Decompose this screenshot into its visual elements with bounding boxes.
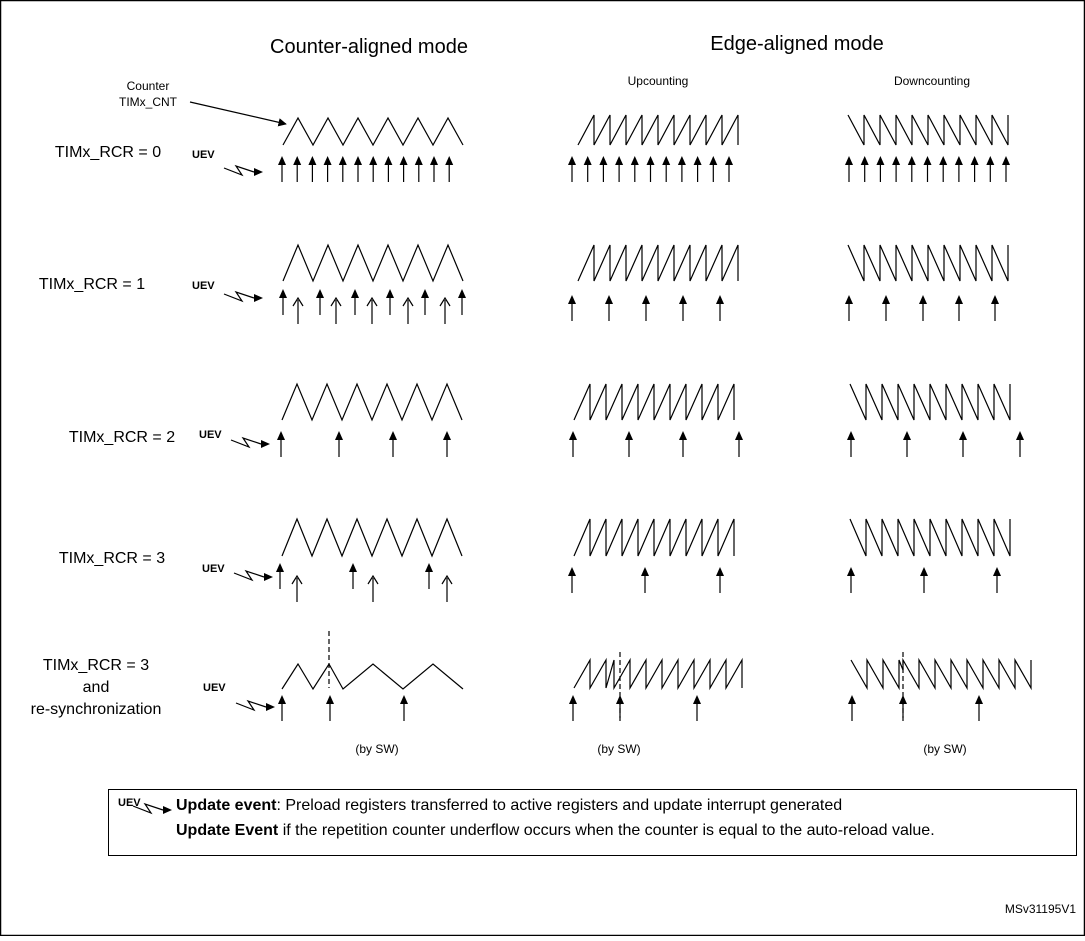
- uev-arrow-down-rcr0: [908, 156, 916, 182]
- row-label-rcr1: [39, 276, 145, 293]
- uev-arrow-up-rcr0: [694, 156, 702, 182]
- update-arrow-center-rcr1: [293, 298, 303, 324]
- row-label-rcr3: [59, 550, 165, 567]
- uev-arrow-center-rcr0: [384, 156, 392, 182]
- uev-arrow-up-rcr0: [725, 156, 733, 182]
- uev-arrow-up-rcr0: [584, 156, 592, 182]
- uev-arrow-up-rcr2: [625, 431, 633, 457]
- row-label-rcr0: [55, 144, 161, 161]
- uev-symbol-rcr1: [224, 292, 263, 302]
- uev-arrow-up-rcr1: [716, 295, 724, 321]
- uev-arrow-up-rcr2: [735, 431, 743, 457]
- counter-annotation-line1: Counter: [126, 79, 170, 93]
- svg-text:TIMx_RCR = 3: TIMx_RCR = 3: [42, 657, 150, 674]
- down-wave-rcr0: [848, 115, 1008, 145]
- up-wave-resync: [574, 660, 742, 688]
- upcounting-title: Upcounting: [627, 74, 689, 88]
- uev-arrow-up-rcr0: [568, 156, 576, 182]
- uev-arrow-center-resync: [400, 695, 408, 721]
- uev-arrow-center-rcr1: [316, 289, 324, 315]
- row-label-rcr2: [69, 429, 175, 446]
- legend-line2-rest: if the repetition counter underflow occurs when the counter is equal to the auto-reload value.: [278, 822, 935, 839]
- uev-label-rcr1: UEV: [192, 280, 215, 292]
- uev-arrow-down-rcr0: [876, 156, 884, 182]
- uev-arrow-up-rcr1: [605, 295, 613, 321]
- uev-arrow-center-rcr1: [458, 289, 466, 315]
- figure-reference: MSv31195V1: [1004, 902, 1076, 916]
- uev-arrow-center-rcr3: [276, 563, 284, 589]
- uev-arrow-center-rcr0: [369, 156, 377, 182]
- uev-arrow-down-rcr2: [1016, 431, 1024, 457]
- legend-line2: [176, 822, 935, 839]
- uev-arrow-center-rcr0: [445, 156, 453, 182]
- svg-text:and: and: [82, 679, 110, 696]
- uev-arrow-down-rcr1: [882, 295, 890, 321]
- uev-arrow-center-rcr0: [278, 156, 286, 182]
- uev-arrow-center-rcr2: [277, 431, 285, 457]
- uev-arrow-up-resync: [569, 695, 577, 721]
- generated-waveforms: [192, 115, 1031, 721]
- uev-arrow-center-rcr0: [400, 156, 408, 182]
- uev-arrow-center-rcr1: [386, 289, 394, 315]
- update-arrow-center-rcr1: [367, 298, 377, 324]
- legend-line1-bold: Update event: [176, 797, 277, 814]
- uev-arrow-up-rcr0: [599, 156, 607, 182]
- uev-arrow-up-rcr0: [631, 156, 639, 182]
- uev-arrow-down-resync: [848, 695, 856, 721]
- uev-arrow-center-rcr2: [335, 431, 343, 457]
- uev-arrow-center-rcr1: [279, 289, 287, 315]
- uev-arrow-center-resync: [278, 695, 286, 721]
- uev-arrow-center-rcr0: [324, 156, 332, 182]
- update-arrow-center-rcr3: [368, 576, 378, 602]
- svg-text:TIMx_RCR = 3: TIMx_RCR = 3: [58, 550, 166, 567]
- uev-arrow-center-resync: [326, 695, 334, 721]
- down-wave-resync: [851, 660, 1031, 688]
- uev-arrow-down-rcr3: [920, 567, 928, 593]
- edge-mode-title: Edge-aligned mode: [710, 33, 884, 55]
- uev-arrow-center-rcr3: [349, 563, 357, 589]
- uev-arrow-up-rcr0: [615, 156, 623, 182]
- legend-line1-rest: : Preload registers transferred to active registers and update interrupt generated: [276, 797, 843, 814]
- legend-line2-bold: Update Event: [176, 822, 279, 839]
- counter-annotation-line2: TIMx_CNT: [119, 95, 177, 109]
- uev-arrow-up-rcr2: [679, 431, 687, 457]
- uev-arrow-down-rcr0: [955, 156, 963, 182]
- center-wave-rcr3: [282, 519, 462, 556]
- uev-arrow-down-rcr2: [959, 431, 967, 457]
- uev-arrow-down-rcr1: [845, 295, 853, 321]
- uev-arrow-center-rcr2: [443, 431, 451, 457]
- uev-arrow-down-rcr0: [845, 156, 853, 182]
- uev-arrow-down-rcr0: [986, 156, 994, 182]
- update-arrow-center-rcr1: [331, 298, 341, 324]
- uev-arrow-down-rcr0: [971, 156, 979, 182]
- uev-arrow-down-resync: [975, 695, 983, 721]
- uev-arrow-center-rcr0: [430, 156, 438, 182]
- uev-label-rcr3: UEV: [202, 563, 225, 575]
- uev-arrow-center-rcr0: [308, 156, 316, 182]
- uev-arrow-up-rcr0: [647, 156, 655, 182]
- update-arrow-center-rcr1: [403, 298, 413, 324]
- center-mode-title: Counter-aligned mode: [270, 36, 468, 58]
- uev-arrow-up-rcr3: [716, 567, 724, 593]
- up-wave-rcr0: [578, 115, 738, 145]
- uev-arrow-down-rcr1: [991, 295, 999, 321]
- legend-line1: [176, 797, 842, 814]
- update-arrow-center-rcr3: [442, 576, 452, 602]
- uev-arrow-up-rcr3: [568, 567, 576, 593]
- uev-symbol-rcr2: [231, 438, 270, 448]
- svg-text:re-synchronization: re-synchronization: [30, 701, 162, 718]
- uev-arrow-down-rcr0: [861, 156, 869, 182]
- uev-arrow-up-rcr0: [709, 156, 717, 182]
- uev-arrow-center-rcr3: [425, 563, 433, 589]
- uev-arrow-up-rcr2: [569, 431, 577, 457]
- svg-text:TIMx_RCR = 1: TIMx_RCR = 1: [38, 276, 146, 293]
- by-sw-down: (by SW): [923, 742, 967, 756]
- center-wave-rcr0: [283, 118, 463, 145]
- uev-arrow-down-rcr0: [939, 156, 947, 182]
- uev-arrow-center-rcr0: [415, 156, 423, 182]
- row-label-rcr3-resync: [31, 657, 162, 718]
- uev-arrow-center-rcr1: [421, 289, 429, 315]
- uev-arrow-up-rcr1: [568, 295, 576, 321]
- uev-arrow-down-rcr1: [955, 295, 963, 321]
- uev-arrow-center-rcr2: [389, 431, 397, 457]
- uev-arrow-up-rcr1: [679, 295, 687, 321]
- uev-arrow-down-rcr2: [903, 431, 911, 457]
- uev-arrow-up-rcr1: [642, 295, 650, 321]
- center-wave-rcr1: [283, 245, 463, 281]
- uev-arrow-up-resync: [616, 695, 624, 721]
- by-sw-up: (by SW): [597, 742, 641, 756]
- uev-arrow-up-rcr0: [662, 156, 670, 182]
- up-wave-rcr1: [578, 245, 738, 281]
- uev-label-resync: UEV: [203, 682, 226, 694]
- uev-arrow-center-rcr0: [293, 156, 301, 182]
- uev-label-rcr0: UEV: [192, 149, 215, 161]
- center-wave-rcr2: [282, 384, 462, 420]
- uev-symbol-rcr3: [234, 571, 273, 581]
- down-wave-rcr2: [850, 384, 1010, 420]
- uev-arrow-down-rcr3: [993, 567, 1001, 593]
- uev-arrow-up-rcr0: [678, 156, 686, 182]
- uev-arrow-center-rcr1: [351, 289, 359, 315]
- uev-arrow-down-rcr3: [847, 567, 855, 593]
- svg-text:TIMx_RCR = 0: TIMx_RCR = 0: [54, 144, 162, 161]
- center-wave-resync: [282, 664, 463, 689]
- update-arrow-center-rcr1: [440, 298, 450, 324]
- down-wave-rcr3: [850, 519, 1010, 556]
- figure-frame: [1, 1, 1085, 936]
- uev-arrow-down-rcr0: [892, 156, 900, 182]
- legend-uev-label: UEV: [118, 797, 141, 809]
- downcounting-title: Downcounting: [893, 74, 971, 88]
- uev-arrow-up-resync: [693, 695, 701, 721]
- uev-arrow-down-rcr2: [847, 431, 855, 457]
- uev-symbol-resync: [236, 701, 275, 711]
- uev-arrow-down-rcr0: [924, 156, 932, 182]
- uev-arrow-center-rcr0: [339, 156, 347, 182]
- uev-arrow-down-rcr0: [1002, 156, 1010, 182]
- down-wave-rcr1: [848, 245, 1008, 281]
- up-wave-rcr3: [574, 519, 734, 556]
- by-sw-center: (by SW): [355, 742, 399, 756]
- uev-symbol-rcr0: [224, 166, 263, 176]
- uev-arrow-center-rcr0: [354, 156, 362, 182]
- update-arrow-center-rcr3: [292, 576, 302, 602]
- svg-text:TIMx_RCR = 2: TIMx_RCR = 2: [68, 429, 176, 446]
- uev-arrow-down-rcr1: [919, 295, 927, 321]
- counter-annotation-arrow: [190, 102, 286, 124]
- up-wave-rcr2: [574, 384, 734, 420]
- uev-arrow-down-resync: [899, 695, 907, 721]
- uev-label-rcr2: UEV: [199, 429, 222, 441]
- uev-arrow-up-rcr3: [641, 567, 649, 593]
